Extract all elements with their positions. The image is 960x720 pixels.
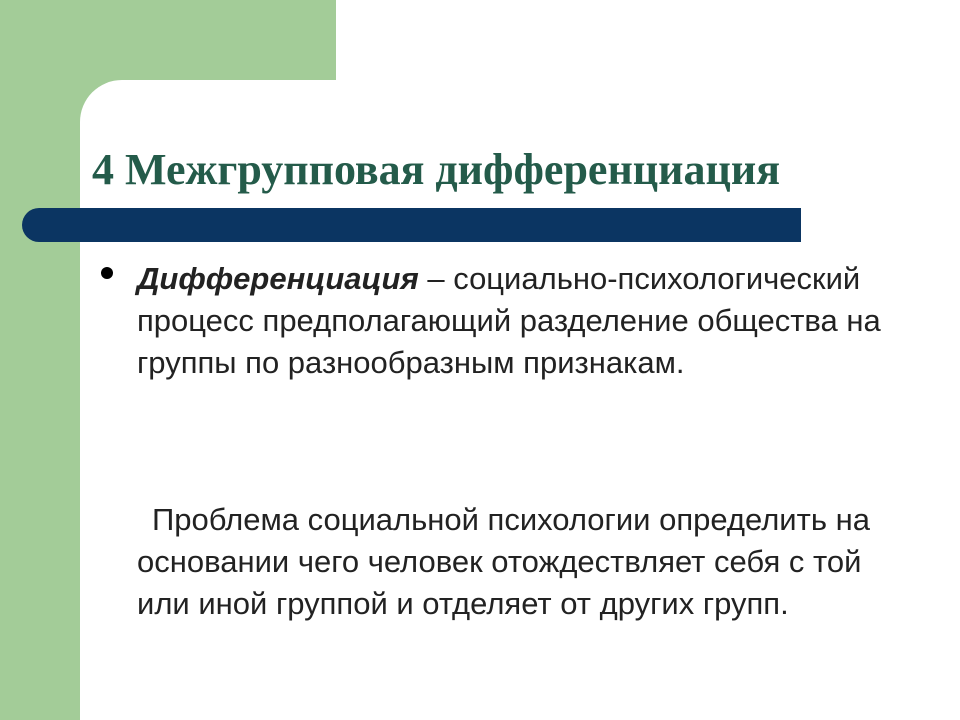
title-underline-bar	[22, 208, 801, 242]
definition-paragraph	[137, 258, 897, 384]
slide-title: 4 Межгрупповая дифференциация	[92, 145, 781, 194]
problem-text: Проблема социальной психологии определить на основании чего человек отождествляет себя с той или иной группой и отделяет от других групп.	[137, 502, 870, 621]
definition-text: – социально-психологический процесс предполагающий разделение общества на группы по разнообразным признакам.	[137, 261, 881, 380]
bullet-dot-icon	[101, 267, 113, 279]
definition-term: Дифференциация	[137, 261, 419, 296]
problem-paragraph	[137, 499, 917, 625]
